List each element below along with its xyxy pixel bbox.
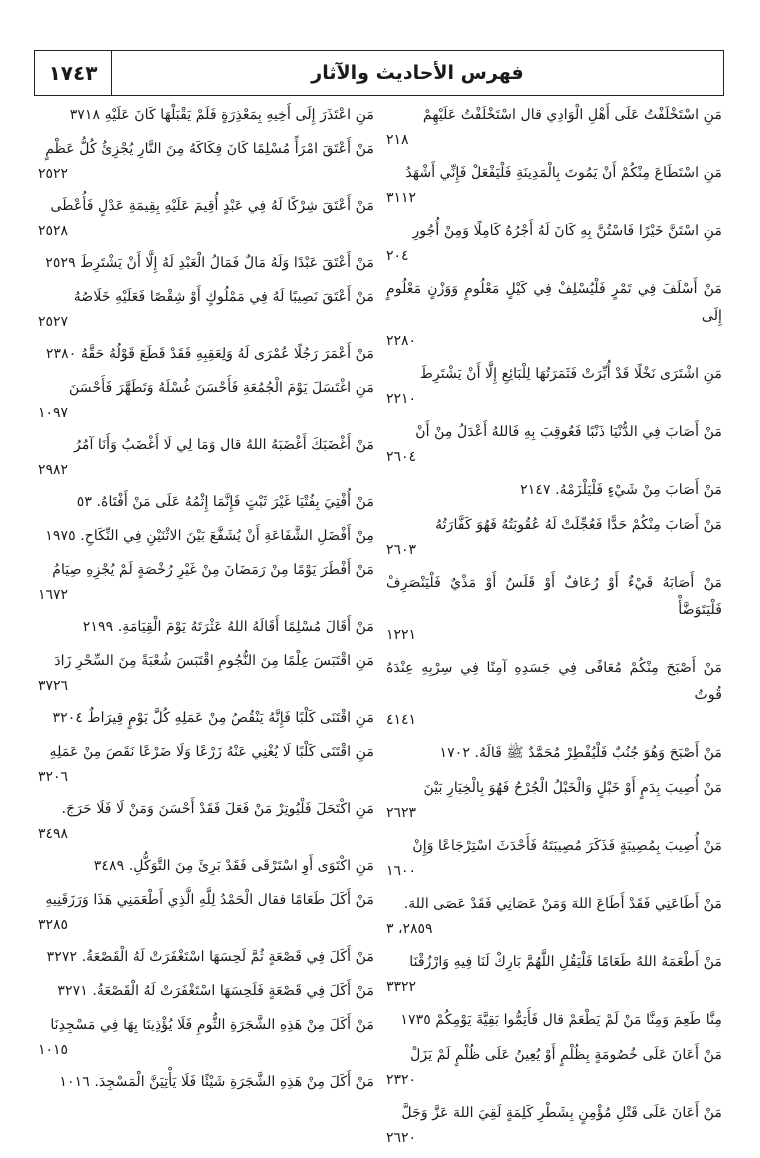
hadith-entry xyxy=(386,218,722,268)
hadith-entry xyxy=(38,978,374,1005)
hadith-text: مَنْ أَعَانَ عَلَى قَتْلِ مُؤْمِنٍ بِشَطْرِ كَلِمَةٍ لَقِيَ اللهَ عَزَّ وَجَلَّ xyxy=(401,1105,722,1121)
left-column xyxy=(38,102,374,1103)
hadith-entry xyxy=(38,887,374,937)
hadith-entry xyxy=(386,775,722,825)
hadith-text: مَنْ أَعْتَقَ شِرْكًا لَهُ فِي عَبْدٍ أُقِيمَ عَلَيْهِ بِقِيمَةِ عَدْلٍ فَأُعْطَى xyxy=(50,198,374,214)
hadith-text: مَنِ اقْتَنَى كَلْبًا لَا يُغْنِي عَنْهُ زَرْعًا وَلَا ضَرْعًا نَقَصَ مِنْ عَمَلِهِ xyxy=(49,744,374,760)
hadith-reference-number: ٣٢٨٥ xyxy=(38,917,69,933)
hadith-reference-number: ٢٦٢٣ xyxy=(386,805,417,821)
hadith-entry xyxy=(386,419,722,469)
hadith-entry xyxy=(38,557,374,607)
hadith-entry xyxy=(38,102,374,129)
hadith-text: مَنْ أَعَانَ عَلَى خُصُومَةٍ بِظُلْمٍ أَوْ يُعِينُ عَلَى ظُلْمٍ لَمْ يَزَلْ xyxy=(410,1047,722,1063)
hadith-text: مَنْ أَكَلَ مِنْ هَذِهِ الشَّجَرَةِ شَيْئًا فَلَا يَأْتِيَنَّ الْمَسْجِدَ. ١٠١٦ xyxy=(59,1074,374,1090)
hadith-entry xyxy=(38,284,374,334)
hadith-reference-number: ٢٥٢٢ xyxy=(38,166,69,182)
hadith-entry xyxy=(386,833,722,883)
hadith-text: مَنْ أَطَاعَنِي فَقَدْ أَطَاعَ اللهَ وَمَنْ عَصَانِي فَقَدْ عَصَى اللهَ. xyxy=(403,896,722,912)
hadith-text: مَنْ أَكَلَ فِي قَصْعَةٍ فَلَحِسَهَا اسْتَغْفَرَتْ لَهُ الْقَصْعَةُ. ٣٢٧١ xyxy=(57,983,374,999)
hadith-text: مَنْ أَغْضَبَكَ أَغْضَبَهُ اللهُ قال وَمَا لِي لَا أَغْضَبُ وَأَنَا آمُرُ xyxy=(74,437,374,453)
hadith-entry xyxy=(386,160,722,210)
hadith-entry xyxy=(38,523,374,550)
hadith-text: مَنْ أَعْمَرَ رَجُلًا عُمْرَى لَهُ وَلِعَقِبِهِ فَقَدْ قَطَعَ قَوْلُهُ حَقَّهُ ٢٣٨٠ xyxy=(45,346,374,362)
hadith-reference-number: ١٠١٥ xyxy=(38,1042,69,1058)
page-header xyxy=(34,50,724,96)
hadith-text: مَنْ أَصَابَ مِنْ شَيْءٍ فَلْيَلْزَمْهُ. ٢١٤٧ xyxy=(520,482,722,498)
hadith-entry xyxy=(38,250,374,277)
hadith-reference-number: ٤١٤١ xyxy=(386,712,417,728)
hadith-entry xyxy=(386,740,722,767)
hadith-text: مَنْ أَكَلَ طَعَامًا فقال الْحَمْدُ لِلَّهِ الَّذِي أَطْعَمَنِي هَذَا وَرَزَقَنِيهِ xyxy=(45,892,374,908)
hadith-reference-number: ١٦٠٠ xyxy=(386,863,417,879)
hadith-reference-number: ٢٦٠٣ xyxy=(386,542,417,558)
hadith-text: مِنْ أَفْضَلِ الشَّفَاعَةِ أَنْ يُشَفَّعَ بَيْنَ الاثْنَيْنِ فِي النِّكَاحِ. ١٩٧٥ xyxy=(45,528,374,544)
hadith-entry xyxy=(386,655,722,732)
hadith-reference-number: ٣٢٠٦ xyxy=(38,769,69,785)
hadith-reference-number: ٢٢٨٠ xyxy=(386,333,417,349)
hadith-entry xyxy=(38,944,374,971)
hadith-entry xyxy=(38,739,374,789)
hadith-text: مَنْ أَصْبَحَ مِنْكُمْ مُعَافًى فِي جَسَدِهِ آمِنًا فِي سِرْبِهِ عِنْدَهُ قُوتُ xyxy=(386,660,722,703)
hadith-text: مَنْ أَعْتَقَ نَصِيبًا لَهُ فِي مَمْلُوكٍ أَوْ شِقْصًا فَعَلَيْهِ خَلَاصُهُ xyxy=(73,289,374,305)
hadith-entry xyxy=(38,193,374,243)
hadith-reference-number: ٢٥٢٧ xyxy=(38,314,69,330)
hadith-text: مَنْ أَكَلَ مِنْ هَذِهِ الشَّجَرَةِ الثُّومِ فَلَا يُؤْذِينَا بِهَا فِي مَسْجِدِنَا xyxy=(50,1017,374,1033)
hadith-reference-number: ٢٣٢٠ xyxy=(386,1072,417,1088)
hadith-reference-number: ١٠٩٧ xyxy=(38,405,69,421)
hadith-reference-number: ٢١٨ xyxy=(386,132,409,148)
hadith-text: مَنِ اشْتَرَى نَخْلًا قَدْ أُبِّرَتْ فَثَمَرَتُهَا لِلْبَائِعِ إِلَّا أَنْ يَشْتَرِطَ xyxy=(419,366,722,382)
hadith-text: مَنْ أَقَالَ مُسْلِمًا أَقَالَهُ اللهُ عَثْرَتَهُ يَوْمَ الْقِيَامَةِ. ٢١٩٩ xyxy=(82,619,374,635)
hadith-reference-number: ٣٤٩٨ xyxy=(38,826,69,842)
hadith-entry xyxy=(386,570,722,647)
hadith-reference-number: ٣١١٢ xyxy=(386,190,417,206)
hadith-entry xyxy=(38,136,374,186)
hadith-entry xyxy=(38,341,374,368)
page-number: ١٧٤٣ xyxy=(35,51,112,95)
hadith-text: مَنْ أُصِيبَ بِمُصِيبَةٍ فَذَكَرَ مُصِيبَتَهُ فَأَحْدَثَ اسْتِرْجَاعًا وَإِنْ xyxy=(412,838,722,854)
hadith-text: مَنِ اسْتَنَّ خَيْرًا فَاسْتُنَّ بِهِ كَانَ لَهُ أَجْرُهُ كَامِلًا وَمِنْ أُجُورِ xyxy=(412,223,722,239)
hadith-text: مَنْ أَصَابَ مِنْكُمْ حَدًّا فَعُجِّلَتْ لَهُ عُقُوبَتُهُ فَهُوَ كَفَّارَتُهُ xyxy=(435,517,722,533)
hadith-reference-number: ١٢٢١ xyxy=(386,627,417,643)
hadith-reference-number: ٢٩٨٢ xyxy=(38,462,69,478)
hadith-reference-number: ١٦٧٢ xyxy=(38,587,69,603)
hadith-text: مَنْ أَصْبَحَ وَهُوَ جُنُبٌ فَلْيُفْطِرْ مُحَمَّدٌ ﷺ قَالَهُ. ١٧٠٢ xyxy=(439,745,722,761)
hadith-text: مَنِ اعْتَذَرَ إِلَى أَخِيهِ بِمَعْذِرَةٍ فَلَمْ يَقْبَلْهَا كَانَ عَلَيْهِ ٣٧١٨ xyxy=(69,107,374,123)
hadith-text: مَنِ اسْتَطَاعَ مِنْكُمْ أَنْ يَمُوتَ بِالْمَدِينَةِ فَلْيَفْعَلْ فَإِنِّي أَشْهَدُ xyxy=(405,165,722,181)
hadith-reference-number: ٢٢١٠ xyxy=(386,391,417,407)
hadith-text: مَنِ اكْتَوَى أَوِ اسْتَرْقَى فَقَدْ بَرِئَ مِنَ التَّوَكُّلِ. ٣٤٨٩ xyxy=(93,858,374,874)
hadith-entry xyxy=(38,1012,374,1062)
hadith-text: مَنْ أَصَابَ فِي الدُّنْيَا ذَنْبًا فَعُوقِبَ بِهِ فَاللهُ أَعْدَلُ مِنْ أَنْ xyxy=(415,424,722,440)
hadith-reference-number: ٢٦٢٠ xyxy=(386,1130,417,1146)
hadith-entry xyxy=(386,102,722,152)
hadith-text: مَنْ أَصَابَهُ قَيْءٌ أَوْ رُعَافٌ أَوْ قَلَسٌ أَوْ مَذْيٌ فَلْيَنْصَرِفْ فَلْيَتَوَضَّأْ xyxy=(386,575,722,618)
hadith-reference-number: ٢٨٥٩، ٣ xyxy=(386,921,433,937)
hadith-entry xyxy=(386,361,722,411)
hadith-entry xyxy=(38,432,374,482)
hadith-text: مَنْ أُصِيبَ بِدَمٍ أَوْ خَبْلٍ وَالْخَبْلُ الْجُرْحُ فَهُوَ بِالْخِيَارِ بَيْنَ xyxy=(423,780,722,796)
hadith-text: مَنِ اسْتَخْلَفْتُ عَلَى أَهْلِ الْوَادِي قال اسْتَخْلَفْتُ عَلَيْهِمْ xyxy=(422,107,722,123)
hadith-text: مَنْ أَسْلَفَ فِي تَمْرٍ فَلْيُسْلِفْ فِي كَيْلٍ مَعْلُومٍ وَوَزْنٍ مَعْلُومٍ إِلَى xyxy=(386,281,722,324)
hadith-entry xyxy=(386,1007,722,1034)
hadith-entry xyxy=(38,1069,374,1096)
right-column xyxy=(386,102,722,1158)
hadith-text: مَنْ أَعْتَقَ امْرَأً مُسْلِمًا كَانَ فِكَاكَهُ مِنَ النَّارِ يُجْزِئُ كُلُّ عَظْمٍ xyxy=(45,141,374,157)
hadith-entry xyxy=(38,614,374,641)
hadith-reference-number: ٣٧٢٦ xyxy=(38,678,69,694)
hadith-text: مَنِ اقْتَبَسَ عِلْمًا مِنَ النُّجُومِ اقْتَبَسَ شُعْبَةً مِنَ السِّحْرِ زَادَ xyxy=(54,653,374,669)
hadith-text: مَنْ أَفْطَرَ يَوْمًا مِنْ رَمَضَانَ مِنْ غَيْرِ رُخْصَةٍ لَمْ يُجْزِهِ صِيَامُ xyxy=(52,562,374,578)
hadith-entry xyxy=(38,489,374,516)
hadith-text: مَنْ أَطْعَمَهُ اللهُ طَعَامًا فَلْيَقُلِ اللَّهُمَّ بَارِكْ لَنَا فِيهِ وَارْزُقْنَا xyxy=(409,954,722,970)
hadith-text: مِنَّا طَعِمَ وَمِنَّا مَنْ لَمْ يَطْعَمْ قال فَأَتِمُّوا بَقِيَّةَ يَوْمِكُمْ ١٧٣٥ xyxy=(400,1012,722,1028)
hadith-entry xyxy=(38,853,374,880)
running-title: فهرس الأحاديث والآثار xyxy=(311,62,524,84)
hadith-reference-number: ٢٠٤ xyxy=(386,248,409,264)
hadith-entry xyxy=(386,512,722,562)
hadith-reference-number: ٢٦٠٤ xyxy=(386,449,417,465)
hadith-text: مَنِ اقْتَنَى كَلْبًا فَإِنَّهُ يَنْقُصُ مِنْ عَمَلِهِ كُلَّ يَوْمٍ قِيرَاطٌ ٣٢٠٤ xyxy=(52,710,374,726)
hadith-entry xyxy=(386,891,722,941)
hadith-reference-number: ٣٣٢٢ xyxy=(386,979,417,995)
hadith-entry xyxy=(38,375,374,425)
hadith-text: مَنْ أَعْتَقَ عَبْدًا وَلَهُ مَالٌ فَمَالُ الْعَبْدِ لَهُ إِلَّا أَنْ يَشْتَرِطَ ٢٥٢٩ xyxy=(45,255,374,271)
hadith-text: مَنْ أَكَلَ فِي قَصْعَةٍ ثُمَّ لَحِسَهَا اسْتَغْفَرَتْ لَهُ الْقَصْعَةُ. ٣٢٧٢ xyxy=(46,949,374,965)
hadith-entry xyxy=(386,949,722,999)
hadith-entry xyxy=(38,796,374,846)
hadith-entry xyxy=(386,276,722,353)
hadith-entry xyxy=(386,1042,722,1092)
hadith-text: مَنِ اغْتَسَلَ يَوْمَ الْجُمُعَةِ فَأَحْسَنَ غُسْلَهُ وَتَطَهَّرَ فَأَحْسَنَ xyxy=(69,380,374,396)
hadith-entry xyxy=(386,477,722,504)
hadith-reference-number: ٢٥٢٨ xyxy=(38,223,69,239)
hadith-entry xyxy=(38,648,374,698)
hadith-text: مَنْ أُفْتِيَ بِفُتْيَا غَيْرَ ثَبْتٍ فَإِنَّمَا إِثْمُهُ عَلَى مَنْ أَفْتَاهُ. ٥٣ xyxy=(76,494,374,510)
hadith-text: مَنِ اكْتَحَلَ فَلْيُوتِرْ مَنْ فَعَلَ فَقَدْ أَحْسَنَ وَمَنْ لَا فَلَا حَرَجَ. xyxy=(61,801,374,817)
hadith-entry xyxy=(38,705,374,732)
